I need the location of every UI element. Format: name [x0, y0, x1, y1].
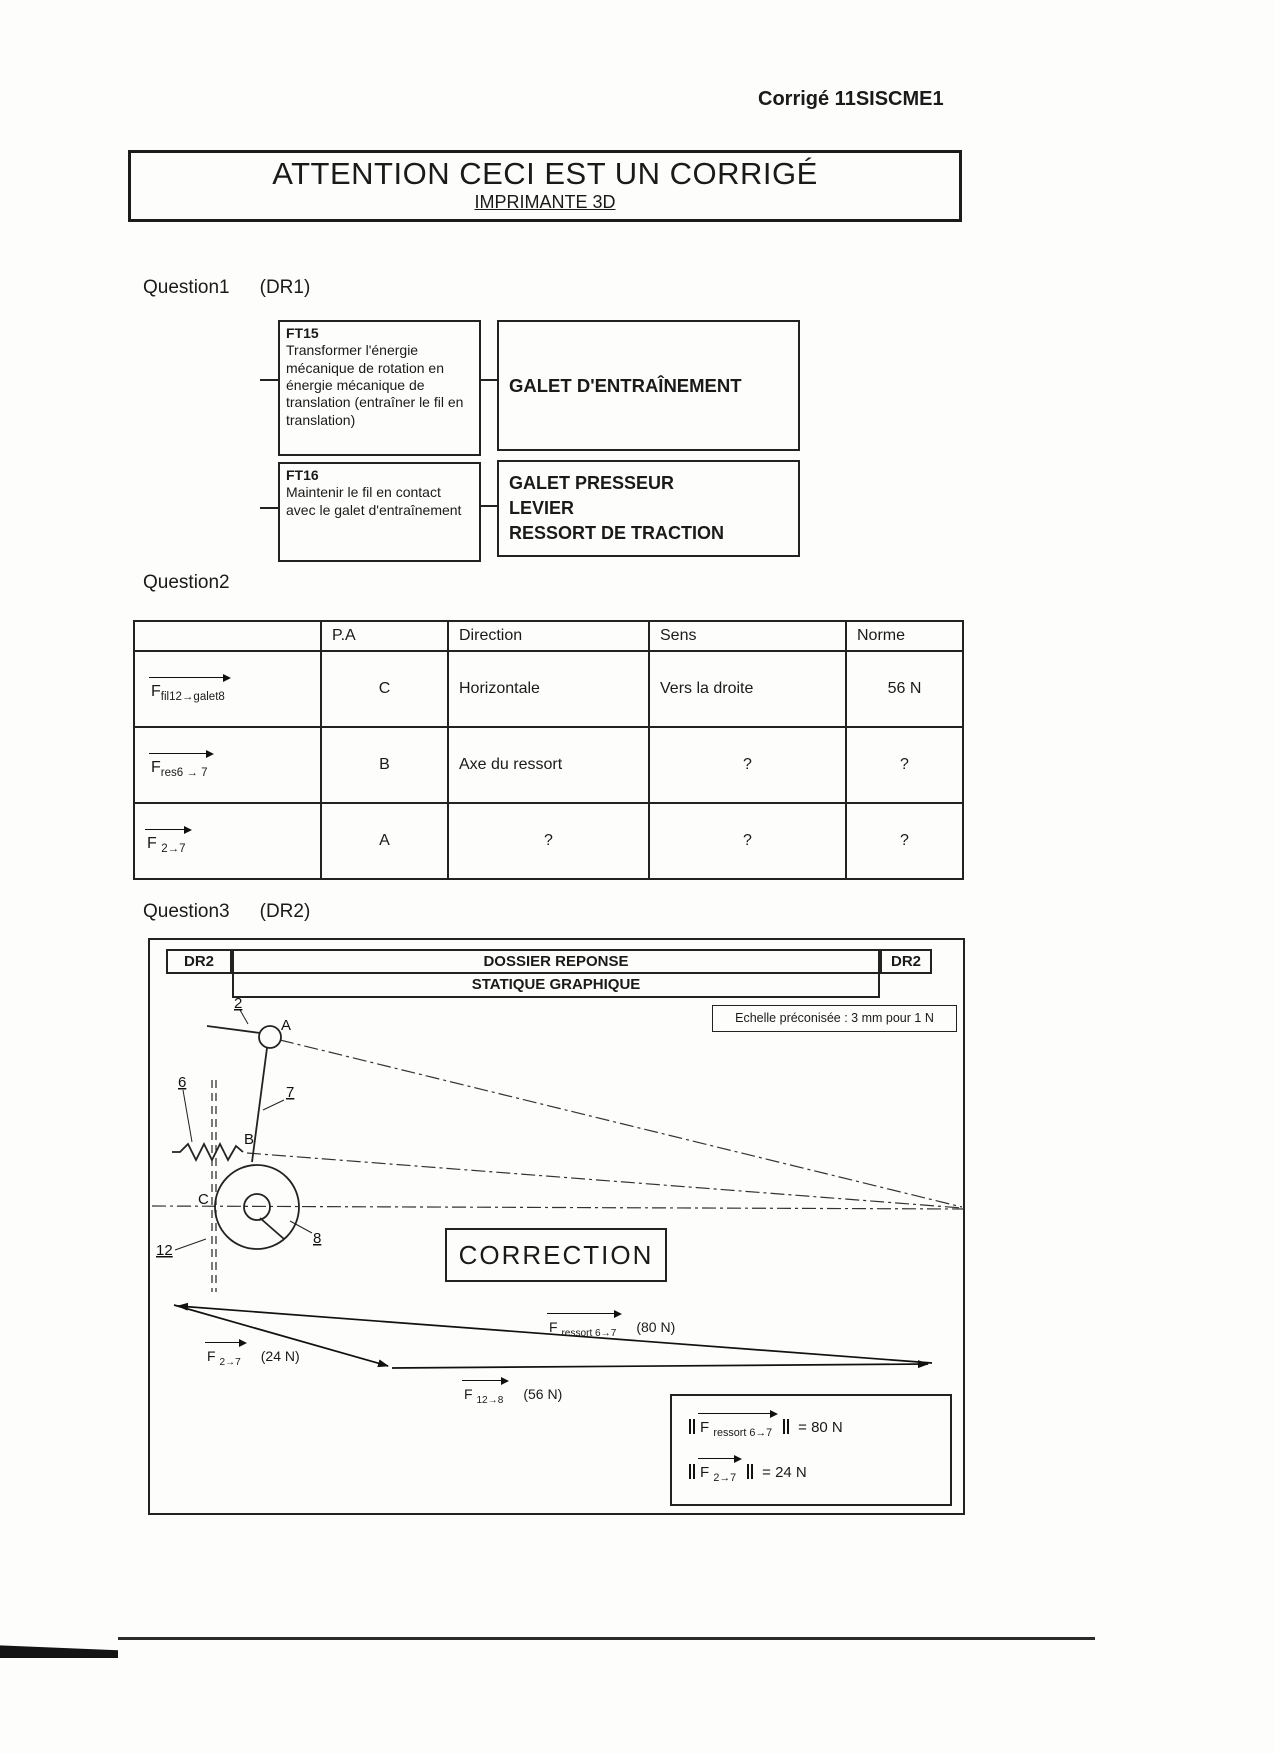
vector-subscript: 2→7 — [219, 1356, 241, 1368]
norme-cell: 56 N — [846, 651, 963, 727]
forces-table — [133, 620, 964, 880]
dr2-title: DOSSIER REPONSE — [232, 949, 880, 974]
norm-value: = 24 N — [762, 1464, 807, 1481]
question1-label: Question1 — [143, 277, 230, 298]
part-6-label: 6 — [178, 1074, 187, 1091]
link-7-line — [252, 1048, 267, 1162]
question1-heading — [143, 277, 310, 299]
force-vector-symbol — [462, 1377, 511, 1406]
force-2-7-label — [205, 1339, 300, 1368]
roller-hub-circle — [244, 1194, 270, 1220]
norme-cell: ? — [846, 727, 963, 803]
connector-line — [481, 505, 497, 507]
part-8-label: 8 — [313, 1230, 322, 1247]
force-value: (56 N) — [523, 1386, 563, 1402]
force-vector-symbol — [698, 1410, 780, 1439]
vector-cell — [134, 727, 321, 803]
table-row — [134, 651, 963, 727]
vector-subscript: 12→8 — [476, 1394, 504, 1406]
norm-bar-icon — [689, 1464, 695, 1479]
vector-subscript: 2→7 — [161, 843, 186, 856]
ft15-answer-line: GALET D'ENTRAÎNEMENT — [509, 374, 742, 396]
banner-title: ATTENTION CECI EST UN CORRIGÉ — [272, 156, 818, 191]
question1-ref: (DR1) — [259, 277, 311, 298]
vector-main: F — [700, 1464, 710, 1481]
force-value: (80 N) — [636, 1319, 676, 1335]
point-A-label: A — [281, 1017, 292, 1034]
spring-6-zigzag — [172, 1144, 243, 1160]
question3-label: Question3 — [143, 901, 230, 922]
construction-lines — [152, 1040, 964, 1209]
ft16-answer-line: LEVIER — [509, 497, 575, 518]
vector-subscript: ressort 6→7 — [713, 1427, 773, 1439]
ft16-function-box — [278, 462, 481, 562]
norm-bar-icon — [747, 1464, 753, 1479]
scan-artifact-mark — [0, 1644, 118, 1658]
vector-cell — [134, 803, 321, 879]
frame-hatch-lines — [212, 1080, 216, 1292]
vector-subscript: ressort 6→7 — [561, 1327, 617, 1339]
question3-ref: (DR2) — [259, 901, 311, 922]
scan-artifact-line — [118, 1637, 1095, 1640]
table-header-row — [134, 621, 963, 651]
ft15-body: Transformer l'énergie mécanique de rotation en énergie mécanique de translation (entraîner le fil en translation) — [286, 342, 464, 428]
vector-main: F — [207, 1348, 216, 1364]
point-C-label: C — [198, 1191, 209, 1208]
pa-cell: A — [321, 803, 448, 879]
direction-cell: Horizontale — [448, 651, 649, 727]
force-vector-symbol — [149, 674, 233, 703]
norm-row — [686, 1410, 950, 1439]
dr2-subtitle: STATIQUE GRAPHIQUE — [232, 974, 880, 998]
ft16-answer-box — [497, 460, 800, 557]
force-vector-symbol — [149, 750, 216, 779]
scale-note: Echelle préconisée : 3 mm pour 1 N — [712, 1005, 957, 1032]
force-vector-symbol — [698, 1455, 744, 1484]
connector-line — [260, 507, 279, 509]
norme-cell: ? — [846, 803, 963, 879]
vector-main: F — [147, 835, 157, 853]
ft16-answer-line: RESSORT DE TRACTION — [509, 523, 725, 544]
part-12-label: 12 — [156, 1242, 173, 1259]
header-norme: Norme — [846, 621, 963, 651]
header-sens: Sens — [649, 621, 846, 651]
force-12-8-label — [462, 1377, 562, 1406]
document-reference: Corrigé 11SISCME1 — [758, 88, 944, 110]
question2-heading — [143, 572, 230, 594]
ft16-body: Maintenir le fil en contact avec le galet d'entraînement — [286, 484, 462, 518]
lever-2-line — [207, 1026, 260, 1033]
question3-heading — [143, 901, 310, 923]
norms-result-box — [670, 1394, 952, 1506]
force-ressort-label — [547, 1310, 675, 1339]
point-B-label: B — [244, 1131, 255, 1148]
force-vector-symbol — [547, 1310, 624, 1339]
norm-row — [686, 1455, 950, 1484]
pa-cell: C — [321, 651, 448, 727]
connector-line — [260, 379, 279, 381]
table-row — [134, 727, 963, 803]
leader-lines — [175, 1010, 312, 1250]
ft16-answer-line: GALET PRESSEUR — [509, 472, 675, 493]
vector-main: F — [464, 1386, 473, 1402]
correction-banner — [128, 150, 962, 222]
vector-subscript: res6 → 7 — [160, 767, 208, 780]
pa-cell: B — [321, 727, 448, 803]
direction-cell: ? — [448, 803, 649, 879]
vector-main: F — [700, 1419, 710, 1436]
ft15-answer-box — [497, 320, 800, 451]
ft15-function-box — [278, 320, 481, 456]
norm-bar-icon — [689, 1419, 695, 1434]
vector-main: F — [549, 1319, 558, 1335]
header-pa: P.A — [321, 621, 448, 651]
table-row — [134, 803, 963, 879]
vector-subscript: fil12→galet8 — [160, 691, 225, 704]
force-value: (24 N) — [260, 1348, 300, 1364]
correction-stamp: CORRECTION — [445, 1228, 667, 1282]
question2-label: Question2 — [143, 572, 230, 593]
sens-cell: ? — [649, 727, 846, 803]
norm-bar-icon — [783, 1419, 789, 1434]
norm-value: = 80 N — [798, 1419, 843, 1436]
vector-main: F — [151, 683, 161, 701]
dr2-answer-sheet — [148, 938, 965, 1515]
force-vector-symbol — [205, 1339, 249, 1368]
part-2-label: 2 — [234, 995, 243, 1012]
direction-cell: Axe du ressort — [448, 727, 649, 803]
dr2-corner-right: DR2 — [880, 949, 932, 974]
force-vector-symbol — [145, 826, 194, 855]
roller-radius-line — [260, 1218, 284, 1239]
dr2-corner-left: DR2 — [166, 949, 232, 974]
sens-cell: Vers la droite — [649, 651, 846, 727]
part-7-label: 7 — [286, 1084, 295, 1101]
vector-cell — [134, 651, 321, 727]
force-12-8-vector-line — [392, 1364, 928, 1368]
header-blank — [134, 621, 321, 651]
vector-subscript: 2→7 — [713, 1472, 737, 1484]
banner-subtitle: IMPRIMANTE 3D — [474, 192, 616, 212]
ft15-title: FT15 — [286, 325, 319, 341]
ft16-title: FT16 — [286, 467, 319, 483]
header-direction: Direction — [448, 621, 649, 651]
joint-A-circle — [259, 1026, 281, 1048]
connector-line — [481, 379, 497, 381]
vector-main: F — [151, 759, 161, 777]
sens-cell: ? — [649, 803, 846, 879]
